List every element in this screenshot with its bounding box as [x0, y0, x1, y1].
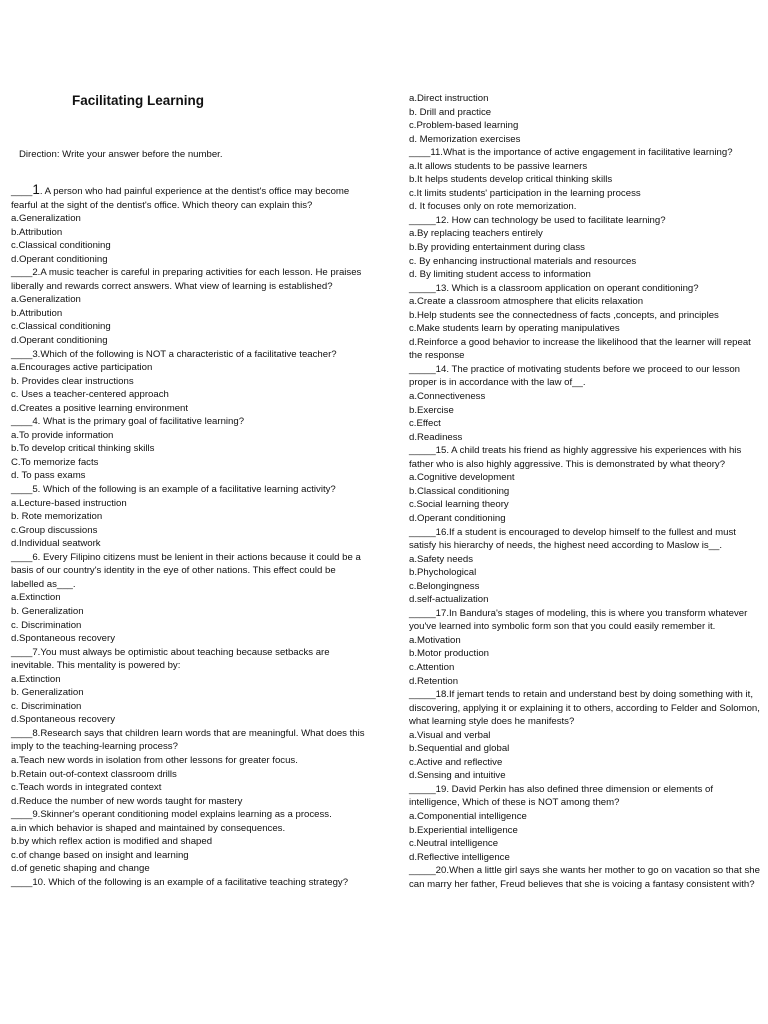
answer-choice: c.Attention [409, 661, 455, 673]
answer-choice: a.By replacing teachers entirely [409, 228, 543, 240]
answer-choice: a.Componential intelligence [409, 810, 527, 822]
question-text: _____12. How can technology be used to facilitate learning? [409, 214, 666, 226]
answer-choice: c.Neutral intelligence [409, 838, 499, 850]
answer-choice: a.Direct instruction [409, 93, 489, 104]
answer-choice: d.Operant conditioning [409, 512, 506, 524]
answer-choice: c.Problem-based learning [409, 120, 519, 132]
answer-blank: ____ [11, 186, 33, 197]
answer-choice: d. It focuses only on rote memorization. [409, 201, 577, 213]
answer-choice: d.Reflective intelligence [409, 851, 510, 863]
answer-choice: a.Safety needs [409, 553, 474, 565]
answer-choice: d.Retention [409, 675, 459, 687]
answer-choice: b.Phychological [409, 567, 477, 579]
answer-choice: a.in which behavior is shaped and maintained by consequences. [11, 822, 286, 834]
answer-choice: a.Extinction [11, 592, 61, 604]
question-text: _____14. The practice of motivating students before we proceed to our lesson proper is in accordance with the law of__. [409, 363, 741, 389]
answer-choice: b. Rote memorization [11, 511, 103, 523]
answer-choice: c.Social learning theory [409, 499, 509, 511]
answer-choice: c.Classical conditioning [11, 240, 111, 252]
question-text: ____7.You must always be optimistic about teaching because setbacks are inevitable. This mentality is powered by: [11, 646, 330, 672]
answer-choice: a.To provide information [11, 429, 114, 441]
answer-choice: b. Drill and practice [409, 106, 492, 118]
answer-choice: d.Reduce the number of new words taught for mastery [11, 795, 243, 807]
answer-choice: b.Help students see the connectedness of facts ,concepts, and principles [409, 309, 719, 321]
question-text: _____20.When a little girl says she wants her mother to go on vacation so that she can marry her father, Freud believes that she is voicing a fantasy consistent with? [409, 865, 760, 890]
answer-choice: d. To pass exams [11, 470, 86, 482]
answer-choice: b.Experiential intelligence [409, 824, 518, 836]
answer-choice: c.Make students learn by operating manipulatives [409, 323, 620, 335]
answer-choice: c.It limits students' participation in the learning process [409, 187, 641, 199]
question-text: ____11.What is the importance of active engagement in facilitative learning? [409, 147, 733, 159]
answer-choice: C.To memorize facts [11, 456, 99, 468]
answer-choice: a.Encourages active participation [11, 362, 153, 374]
answer-choice: a.Cognitive development [409, 472, 515, 484]
answer-choice: c.Teach words in integrated context [11, 782, 162, 794]
answer-choice: c. Uses a teacher-centered approach [11, 389, 169, 401]
answer-choice: a.Generalization [11, 294, 81, 306]
answer-choice: b. Generalization [11, 605, 84, 617]
answer-choice: c.Classical conditioning [11, 321, 111, 333]
question-text: _____19. David Perkin has also defined three dimension or elements of intelligence, Which of these is NOT among them? [409, 783, 713, 809]
answer-choice: a.Teach new words in isolation from other lessons for greater focus. [11, 754, 298, 766]
question-text: ____9.Skinner's operant conditioning model explains learning as a process. [11, 809, 332, 821]
left-column [11, 183, 369, 889]
answer-choice: d.Individual seatwork [11, 538, 101, 550]
answer-choice: b.Classical conditioning [409, 485, 510, 497]
answer-choice: d.Operant conditioning [11, 253, 108, 265]
question-text [11, 183, 369, 212]
question-text: _____18.If jemart tends to retain and understand best by doing something with it, discovering, applying it or explaining it to others, according to Felder and Solomon, what learning style does he manifests? [409, 689, 760, 728]
answer-choice: c. By enhancing instructional materials and resources [409, 255, 637, 267]
answer-choice: b.By providing entertainment during class [409, 242, 585, 254]
answer-choice: c.Active and reflective [409, 756, 503, 768]
answer-choice: c.of change based on insight and learning [11, 849, 189, 861]
question-body: . A person who had painful experience at the dentist's office may become fearful at the sight of the dentist's office. Which theory can explain this? [11, 186, 350, 211]
answer-choice: d.Spontaneous recovery [11, 714, 115, 726]
answer-choice: b.Sequential and global [409, 743, 510, 755]
question-text: ____4. What is the primary goal of facilitative learning? [11, 416, 245, 428]
question-number: 1 [32, 182, 40, 197]
question-text: ____5. Which of the following is an example of a facilitative learning activity? [11, 484, 336, 496]
answer-choice: d.Spontaneous recovery [11, 633, 115, 645]
question-text: ____2.A music teacher is careful in preparing activities for each lesson. He praises liberally and rewards correct answers. What view of learning is established? [11, 267, 362, 292]
answer-choice: a.Motivation [409, 634, 461, 646]
answer-choice: a.Create a classroom atmosphere that elicits relaxation [409, 296, 644, 308]
answer-choice: b. Provides clear instructions [11, 375, 134, 387]
question-text: ____8.Research says that children learn words that are meaningful. What does this imply to the teaching-learning process? [11, 727, 365, 753]
answer-choice: d. By limiting student access to information [409, 269, 591, 281]
answer-choice: b.To develop critical thinking skills [11, 443, 155, 455]
answer-choice: b. Generalization [11, 687, 84, 699]
answer-choice: d.Readiness [409, 431, 463, 443]
answer-choice: d.self-actualization [409, 594, 489, 606]
answer-choice: a.Extinction [11, 673, 61, 685]
answer-choice: d. Memorization exercises [409, 133, 521, 145]
question-text: _____13. Which is a classroom application on operant conditioning? [409, 282, 699, 294]
answer-choice: c. Discrimination [11, 700, 82, 712]
answer-choice: a.Lecture-based instruction [11, 497, 127, 509]
answer-choice: a.Connectiveness [409, 391, 486, 403]
question-text: ____6. Every Filipino citizens must be lenient in their actions because it could be a basis of our country's identity in the eye of other nations. This effect could be labelled as___. [11, 551, 361, 590]
answer-choice: b.Attribution [11, 307, 63, 319]
answer-choice: a.It allows students to be passive learners [409, 160, 588, 172]
answer-choice: c.Belongingness [409, 580, 480, 592]
answer-choice: b.Exercise [409, 404, 454, 416]
answer-choice: d.Creates a positive learning environment [11, 402, 189, 414]
right-column [409, 92, 761, 891]
answer-choice: b.It helps students develop critical thinking skills [409, 174, 613, 186]
question-text: _____17.In Bandura's stages of modeling, this is where you transform whatever you've learned into symbolic form son that you could easily remember it. [409, 607, 748, 633]
answer-choice: c. Discrimination [11, 619, 82, 631]
answer-choice: b.by which reflex action is modified and shaped [11, 836, 213, 848]
answer-choice: b.Retain out-of-context classroom drills [11, 768, 177, 780]
answer-choice: c.Effect [409, 418, 441, 430]
answer-choice: c.Group discussions [11, 524, 98, 536]
answer-choice: d.Sensing and intuitive [409, 770, 506, 782]
page-title: Facilitating Learning [72, 93, 205, 108]
directions-text: Direction: Write your answer before the number. [19, 149, 223, 160]
answer-choice: d.of genetic shaping and change [11, 863, 150, 875]
question-text: _____16.If a student is encouraged to develop himself to the fullest and must satisfy his hierarchy of needs, the highest need according to Maslow is__. [409, 526, 736, 552]
question-text: _____15. A child treats his friend as highly aggressive his experiences with his father who is also highly aggressive. This is demonstrated by what theory? [409, 445, 742, 470]
answer-choice: d.Operant conditioning [11, 335, 108, 347]
question-text: ____3.Which of the following is NOT a characteristic of a facilitative teacher? [11, 348, 337, 360]
answer-choice: a.Visual and verbal [409, 729, 491, 741]
answer-choice: a.Generalization [11, 213, 81, 225]
answer-choice: b.Attribution [11, 226, 63, 238]
answer-choice: b.Motor production [409, 648, 489, 660]
question-text: d.Reinforce a good behavior to increase the likelihood that the learner will repeat the response [409, 336, 751, 362]
question-text: ____10. Which of the following is an example of a facilitative teaching strategy? [11, 876, 349, 888]
